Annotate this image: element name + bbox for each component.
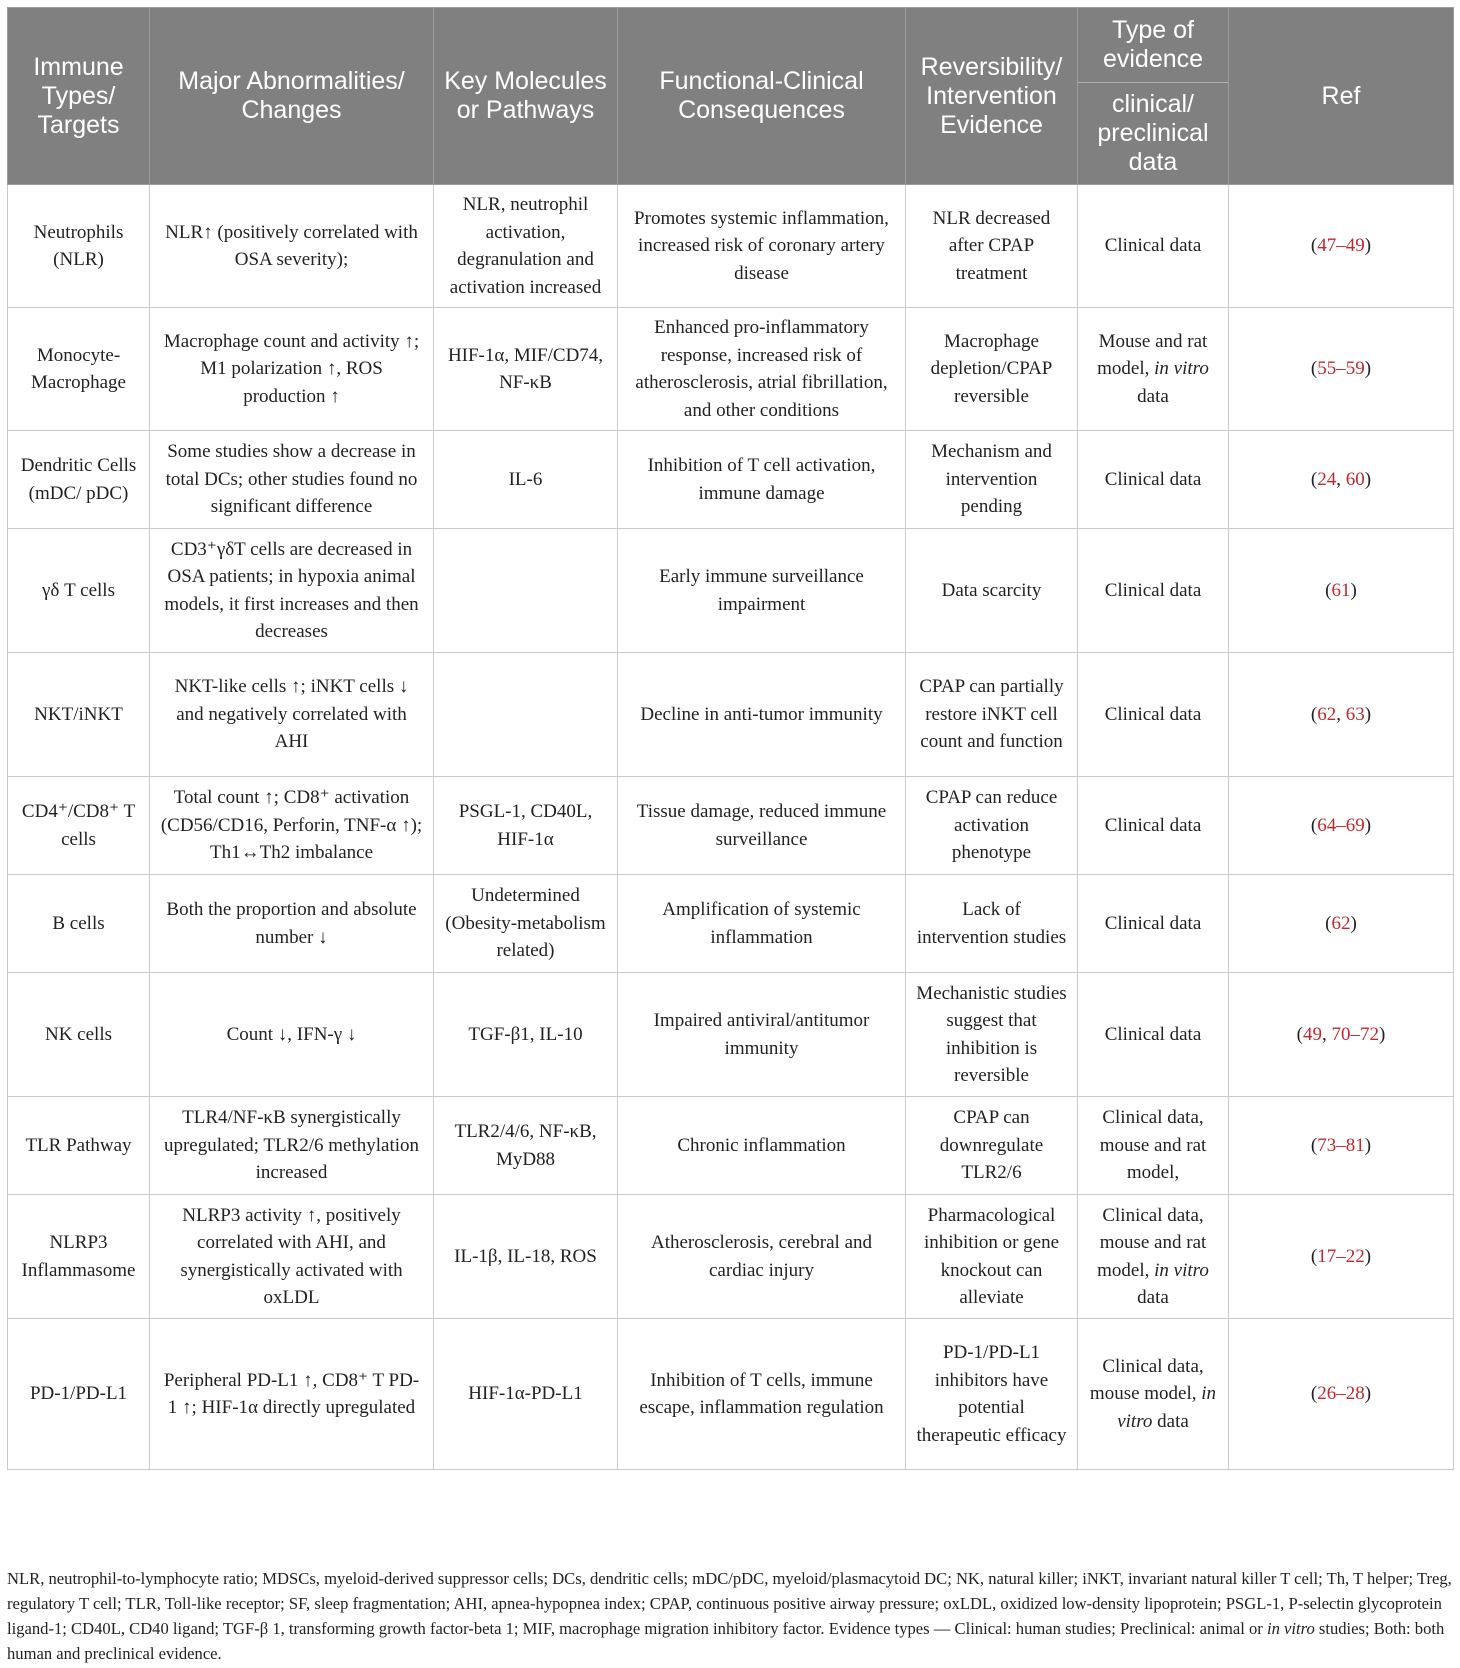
immune-table-container: [7, 7, 1453, 1470]
cell-abnormalities-text: NKT-like cells ↑; iNKT cells ↓ and negatively correlated with AHI: [174, 676, 409, 753]
cell-consequences: [618, 777, 906, 875]
cell-reversibility: [906, 777, 1078, 875]
cell-reversibility-text: CPAP can partially restore iNKT cell count and function: [919, 676, 1064, 753]
evidence-text: Clinical data: [1104, 235, 1202, 257]
cell-abnormalities: [150, 1195, 434, 1319]
cell-molecules-text: IL-6: [508, 468, 543, 490]
cell-consequences-text: Impaired antiviral/antitumor immunity: [653, 1010, 870, 1059]
ref-paren: (: [1310, 1383, 1318, 1405]
cell-abnormalities: [150, 185, 434, 308]
evidence-text: Clinical data: [1104, 1023, 1202, 1045]
cell-reversibility: [906, 1319, 1078, 1470]
ref-separator: ,: [1336, 468, 1346, 490]
ref-paren: ): [1379, 1023, 1386, 1045]
cell-consequences-text: Inhibition of T cell activation, immune damage: [647, 455, 876, 504]
cell-abnormalities: [150, 308, 434, 431]
evidence-text: Clinical data, mouse model,: [1089, 1355, 1204, 1405]
cell-consequences: [618, 529, 906, 653]
cell-abnormalities: [150, 973, 434, 1097]
cell-abnormalities-text: Peripheral PD-L1 ↑, CD8⁺ T PD-1 ↑; HIF-1α directly upregulated: [163, 1369, 420, 1418]
cell-immune-type: [8, 185, 150, 308]
evidence-italic: in vitro: [1154, 1259, 1209, 1281]
cell-molecules-text: Undetermined (Obesity-metabolism related): [445, 885, 606, 962]
cell-reversibility: [906, 185, 1078, 308]
ref-paren: ): [1364, 1245, 1372, 1267]
cell-reversibility-text: NLR decreased after CPAP treatment: [932, 207, 1051, 284]
cell-molecules-text: TGF-β1, IL-10: [468, 1023, 583, 1045]
header-immune-types: Immune Types/ Targets: [8, 8, 150, 185]
evidence-after: data: [1137, 1287, 1169, 1308]
cell-abnormalities: [150, 875, 434, 973]
cell-reversibility: [906, 875, 1078, 973]
ref-paren: (: [1310, 814, 1318, 836]
cell-consequences-text: Enhanced pro-inflammatory response, increased risk of atherosclerosis, atrial fibrillation, and other conditions: [635, 317, 888, 421]
ref-paren: ): [1364, 814, 1372, 836]
cell-abnormalities: [150, 1319, 434, 1470]
cell-immune-type: [8, 875, 150, 973]
cell-immune-type-text: NK cells: [44, 1023, 112, 1045]
table-row: [8, 185, 1454, 308]
footnote-text-b: studies; Both: both human and preclinical evidence.: [7, 1619, 1445, 1663]
table-row: [8, 777, 1454, 875]
footnote-text-a: NLR, neutrophil-to-lymphocyte ratio; MDSCs, myeloid-derived suppressor cells; DCs, dendritic cells; mDC/pDC, myeloid/plasmacytoid DC; NK, natural killer; iNKT, invariant natural killer T cell; Th, T helper; Treg, regulatory T cell; TLR, Toll-like receptor; SF, sleep fragmentation; AHI, apnea-hypopnea index; CPAP, continuous positive airway pressure; oxLDL, oxidized low-density lipoprotein; PSGL-1, P-selectin glycoprotein ligand-1; CD40L, CD40 ligand; TGF-β 1, transforming growth factor-beta 1; MIF, macrophage migration inhibitory factor. Evidence types — Clinical: human studies; Preclinical: animal or: [7, 1569, 1452, 1638]
cell-evidence: [1078, 653, 1229, 777]
cell-consequences: [618, 1195, 906, 1319]
cell-immune-type-text: PD-1/PD-L1: [29, 1383, 128, 1405]
evidence-text: Clinical data: [1104, 703, 1202, 725]
ref-link[interactable]: 73–81: [1317, 1134, 1365, 1156]
ref-paren: (: [1296, 1023, 1303, 1045]
cell-reversibility-text: Macrophage depletion/CPAP reversible: [930, 330, 1053, 407]
table-footnote: [7, 1566, 1453, 1666]
ref-paren: (: [1310, 235, 1318, 257]
cell-reversibility: [906, 973, 1078, 1097]
immune-abnormalities-table: [7, 7, 1454, 1470]
cell-abnormalities-text: TLR4/NF-κB synergistically upregulated; TLR2/6 methylation increased: [163, 1107, 420, 1184]
header-abnormalities: Major Abnormalities/ Changes: [150, 8, 434, 185]
cell-abnormalities-text: Macrophage count and activity ↑; M1 polarization ↑, ROS production ↑: [163, 330, 420, 407]
evidence-after: data: [1137, 385, 1169, 407]
footnote-italic: in vitro: [1266, 1619, 1315, 1638]
ref-separator: ,: [1336, 703, 1346, 725]
cell-immune-type: [8, 777, 150, 875]
cell-immune-type: [8, 308, 150, 431]
table-row: [8, 529, 1454, 653]
cell-consequences: [618, 185, 906, 308]
ref-link[interactable]: 64–69: [1317, 814, 1365, 836]
ref-link[interactable]: 62: [1317, 703, 1337, 725]
cell-abnormalities-text: NLRP3 activity ↑, positively correlated with AHI, and synergistically activated with oxLDL: [180, 1204, 403, 1308]
ref-paren: (: [1325, 579, 1332, 601]
ref-link[interactable]: 60: [1345, 468, 1365, 490]
cell-evidence: [1078, 308, 1229, 431]
cell-ref: [1229, 777, 1454, 875]
cell-molecules: [434, 1319, 618, 1470]
cell-consequences: [618, 973, 906, 1097]
cell-immune-type: [8, 1097, 150, 1195]
cell-abnormalities-text: Count ↓, IFN-γ ↓: [226, 1023, 357, 1045]
cell-ref: [1229, 875, 1454, 973]
cell-abnormalities-text: CD3⁺γδT cells are decreased in OSA patients; in hypoxia animal models, it first increases and then decreases: [164, 538, 419, 642]
cell-immune-type-text: CD4⁺/CD8⁺ T cells: [21, 801, 136, 850]
ref-paren: ): [1364, 1383, 1372, 1405]
cell-ref: [1229, 973, 1454, 1097]
cell-immune-type: [8, 653, 150, 777]
ref-link[interactable]: 61: [1331, 579, 1351, 601]
ref-paren: ): [1350, 912, 1357, 934]
header-consequences: Functional-Clinical Consequences: [618, 8, 906, 185]
header-molecules: Key Molecules or Pathways: [434, 8, 618, 185]
cell-immune-type-text: TLR Pathway: [25, 1134, 132, 1156]
cell-evidence: [1078, 185, 1229, 308]
cell-evidence: [1078, 1097, 1229, 1195]
table-body: [8, 185, 1454, 1470]
cell-consequences-text: Decline in anti-tumor immunity: [640, 703, 883, 725]
cell-reversibility: [906, 431, 1078, 529]
cell-reversibility-text: Pharmacological inhibition or gene knockout can alleviate: [923, 1204, 1060, 1308]
cell-evidence: [1078, 431, 1229, 529]
ref-link[interactable]: 70–72: [1331, 1023, 1379, 1045]
cell-abnormalities-text: NLR↑ (positively correlated with OSA severity);: [165, 221, 418, 270]
cell-consequences: [618, 653, 906, 777]
cell-molecules: [434, 777, 618, 875]
ref-paren: (: [1325, 912, 1332, 934]
cell-ref: [1229, 1319, 1454, 1470]
evidence-text: Clinical data, mouse and rat model,: [1099, 1107, 1207, 1184]
cell-immune-type-text: NLRP3 Inflammasome: [21, 1232, 136, 1281]
cell-consequences-text: Promotes systemic inflammation, increased risk of coronary artery disease: [634, 207, 889, 284]
header-ref: Ref: [1229, 8, 1454, 185]
cell-immune-type: [8, 973, 150, 1097]
cell-evidence: [1078, 1319, 1229, 1470]
ref-link[interactable]: 47–49: [1317, 235, 1365, 257]
table-row: [8, 1097, 1454, 1195]
evidence-text: Clinical data: [1104, 468, 1202, 490]
cell-consequences: [618, 1319, 906, 1470]
cell-molecules: [434, 875, 618, 973]
cell-evidence: [1078, 1195, 1229, 1319]
ref-separator: ,: [1322, 1023, 1332, 1045]
table-row: [8, 875, 1454, 973]
cell-molecules: [434, 653, 618, 777]
cell-ref: [1229, 1097, 1454, 1195]
cell-abnormalities-text: Total count ↑; CD8⁺ activation (CD56/CD16, Perforin, TNF-α ↑); Th1↔Th2 imbalance: [160, 787, 423, 864]
cell-evidence: [1078, 529, 1229, 653]
ref-link[interactable]: 17–22: [1317, 1245, 1365, 1267]
table-header: [8, 8, 1454, 185]
header-reversibility: Reversibility/ Intervention Evidence: [906, 8, 1078, 185]
table-row: [8, 308, 1454, 431]
cell-immune-type: [8, 1319, 150, 1470]
ref-paren: ): [1364, 235, 1372, 257]
ref-paren: ): [1364, 1134, 1372, 1156]
cell-abnormalities-text: Some studies show a decrease in total DCs; other studies found no significant difference: [165, 441, 418, 518]
cell-evidence: [1078, 973, 1229, 1097]
cell-consequences: [618, 431, 906, 529]
evidence-italic: in vitro: [1154, 358, 1209, 380]
cell-molecules: [434, 431, 618, 529]
ref-link[interactable]: 62: [1331, 912, 1351, 934]
ref-paren: (: [1310, 358, 1318, 380]
cell-immune-type: [8, 431, 150, 529]
cell-abnormalities: [150, 529, 434, 653]
cell-molecules: [434, 529, 618, 653]
cell-reversibility-text: Data scarcity: [941, 579, 1042, 601]
cell-consequences-text: Tissue damage, reduced immune surveillance: [636, 801, 887, 850]
cell-reversibility-text: Lack of intervention studies: [916, 899, 1067, 948]
cell-consequences-text: Inhibition of T cells, immune escape, inflammation regulation: [639, 1369, 884, 1418]
cell-immune-type-text: Neutrophils (NLR): [33, 221, 124, 270]
cell-reversibility: [906, 308, 1078, 431]
cell-immune-type: [8, 1195, 150, 1319]
ref-link[interactable]: 24: [1317, 468, 1337, 490]
cell-molecules: [434, 308, 618, 431]
cell-immune-type-text: Dendritic Cells (mDC/ pDC): [20, 455, 137, 504]
cell-molecules-text: NLR, neutrophil activation, degranulation and activation increased: [449, 194, 602, 298]
cell-abnormalities: [150, 1097, 434, 1195]
cell-reversibility-text: CPAP can downregulate TLR2/6: [939, 1107, 1044, 1184]
ref-link[interactable]: 49: [1303, 1023, 1322, 1045]
cell-immune-type-text: Monocyte-Macrophage: [31, 344, 126, 393]
cell-consequences-text: Early immune surveillance impairment: [659, 566, 864, 615]
cell-reversibility: [906, 529, 1078, 653]
cell-molecules: [434, 185, 618, 308]
ref-paren: ): [1364, 358, 1372, 380]
cell-molecules: [434, 1097, 618, 1195]
cell-ref: [1229, 653, 1454, 777]
cell-ref: [1229, 1195, 1454, 1319]
ref-paren: (: [1310, 703, 1318, 725]
cell-molecules-text: HIF-1α-PD-L1: [468, 1383, 583, 1405]
cell-ref: [1229, 431, 1454, 529]
cell-molecules-text: HIF-1α, MIF/CD74, NF-κB: [447, 344, 604, 393]
ref-paren: ): [1364, 703, 1372, 725]
evidence-text: Clinical data: [1104, 579, 1202, 601]
cell-abnormalities: [150, 431, 434, 529]
cell-ref: [1229, 529, 1454, 653]
cell-immune-type-text: B cells: [52, 912, 105, 934]
ref-paren: (: [1310, 1245, 1318, 1267]
ref-paren: ): [1350, 579, 1357, 601]
evidence-text: Mouse and rat model,: [1097, 330, 1208, 380]
cell-abnormalities-text: Both the proportion and absolute number ↓: [166, 899, 417, 948]
ref-paren: (: [1310, 468, 1318, 490]
cell-consequences: [618, 875, 906, 973]
cell-immune-type-text: NKT/iNKT: [34, 703, 123, 725]
cell-abnormalities: [150, 777, 434, 875]
cell-consequences: [618, 1097, 906, 1195]
cell-consequences: [618, 308, 906, 431]
cell-molecules-text: TLR2/4/6, NF-κB, MyD88: [454, 1121, 597, 1170]
cell-abnormalities: [150, 653, 434, 777]
ref-paren: ): [1364, 468, 1372, 490]
table-row: [8, 1319, 1454, 1470]
cell-reversibility: [906, 1097, 1078, 1195]
ref-link[interactable]: 55–59: [1317, 358, 1365, 380]
ref-link[interactable]: 26–28: [1317, 1383, 1365, 1405]
evidence-text: Clinical data: [1104, 912, 1202, 934]
header-evidence-type: Type of evidence: [1078, 8, 1229, 83]
cell-molecules-text: IL-1β, IL-18, ROS: [454, 1245, 597, 1267]
cell-reversibility: [906, 653, 1078, 777]
cell-evidence: [1078, 875, 1229, 973]
cell-reversibility: [906, 1195, 1078, 1319]
cell-molecules-text: PSGL-1, CD40L, HIF-1α: [458, 801, 593, 850]
cell-evidence: [1078, 777, 1229, 875]
table-row: [8, 1195, 1454, 1319]
cell-ref: [1229, 185, 1454, 308]
cell-immune-type-text: γδ T cells: [42, 579, 115, 601]
cell-reversibility-text: CPAP can reduce activation phenotype: [925, 787, 1058, 864]
ref-paren: (: [1310, 1134, 1318, 1156]
cell-immune-type: [8, 529, 150, 653]
table-row: [8, 653, 1454, 777]
cell-molecules: [434, 973, 618, 1097]
cell-ref: [1229, 308, 1454, 431]
evidence-text: Clinical data: [1104, 814, 1202, 836]
evidence-after: data: [1152, 1410, 1189, 1432]
cell-consequences-text: Atherosclerosis, cerebral and cardiac injury: [650, 1232, 873, 1281]
cell-consequences-text: Amplification of systemic inflammation: [662, 899, 861, 948]
evidence-italic: in vitro: [1117, 1383, 1217, 1432]
cell-consequences-text: Chronic inflammation: [677, 1134, 846, 1156]
evidence-text: Clinical data, mouse and rat model,: [1097, 1204, 1207, 1281]
table-row: [8, 973, 1454, 1097]
cell-reversibility-text: PD-1/PD-L1 inhibitors have potential therapeutic efficacy: [916, 1342, 1067, 1446]
cell-molecules: [434, 1195, 618, 1319]
cell-reversibility-text: Mechanism and intervention pending: [931, 441, 1052, 518]
ref-link[interactable]: 63: [1345, 703, 1365, 725]
table-row: [8, 431, 1454, 529]
header-evidence-sub: clinical/ preclinical data: [1078, 83, 1229, 185]
cell-reversibility-text: Mechanistic studies suggest that inhibition is reversible: [916, 982, 1067, 1086]
